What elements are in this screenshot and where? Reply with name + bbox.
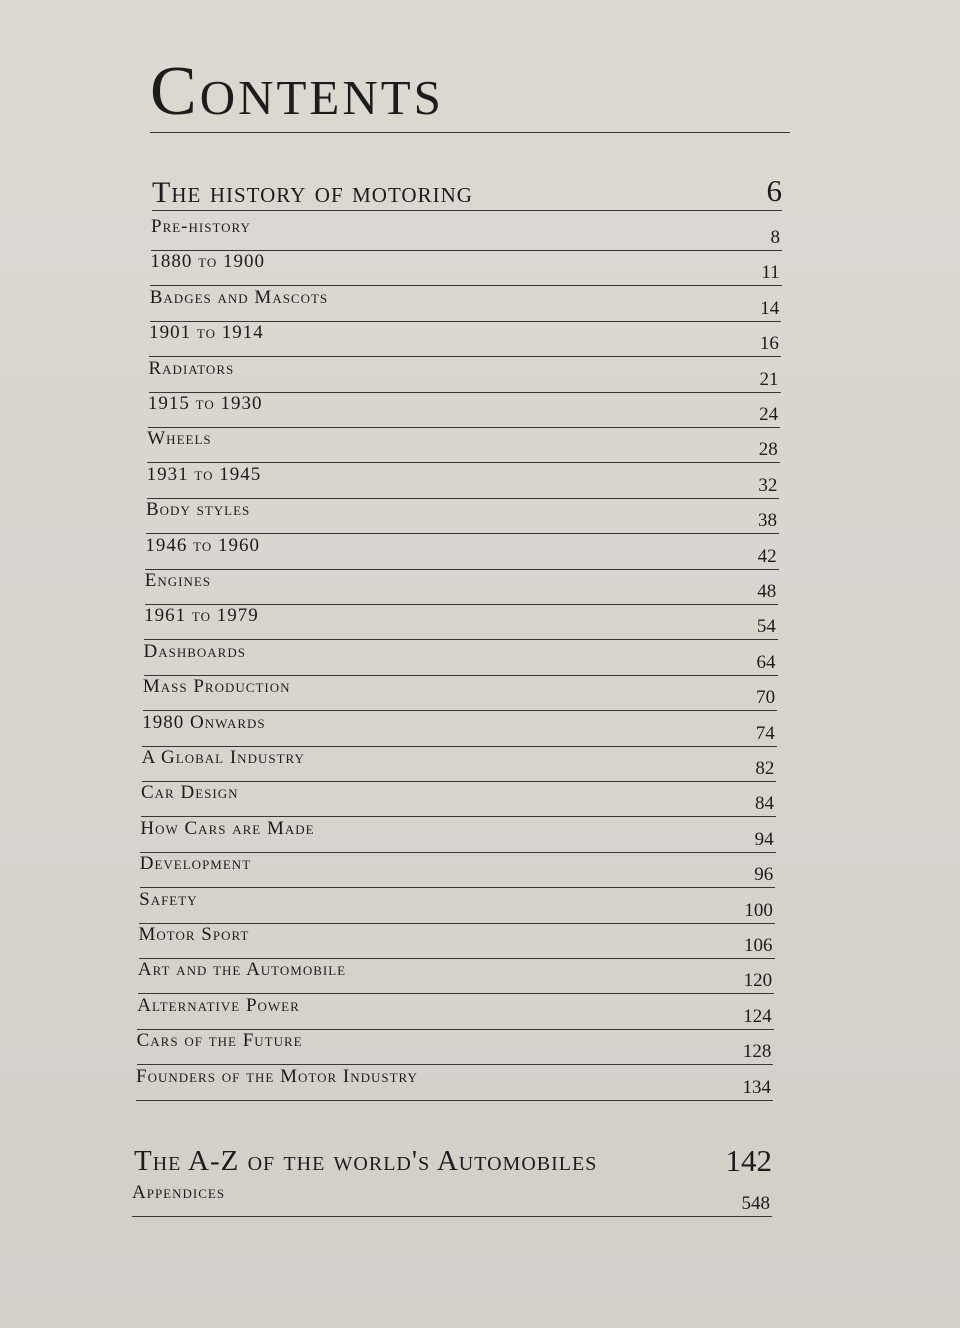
section-heading-history[interactable]: [152, 166, 782, 211]
toc-entry[interactable]: [136, 1066, 773, 1101]
toc-entry[interactable]: [145, 535, 778, 570]
toc-entry[interactable]: [142, 747, 777, 782]
toc-entry-label: Motor Sport: [138, 924, 250, 945]
section-heading-label: The A-Z of the world's Automobiles: [134, 1145, 598, 1177]
toc-entry[interactable]: [142, 712, 777, 747]
toc-entry[interactable]: [137, 1030, 774, 1065]
toc-entry-label: Dashboards: [143, 640, 246, 662]
toc-entry-label: Car Design: [141, 782, 239, 804]
toc-entry[interactable]: [144, 605, 778, 640]
toc-entry-label: Development: [139, 853, 252, 875]
toc-entry-page: 124: [743, 1005, 772, 1027]
toc-entry-label: Appendices: [132, 1182, 226, 1203]
page-title: Contents: [150, 53, 444, 130]
toc-entry-page: 32: [758, 474, 778, 496]
toc-entry-label: Mass Production: [142, 676, 291, 698]
toc-entry-label: 1946 to 1960: [145, 534, 260, 556]
toc-entry[interactable]: [139, 924, 775, 959]
toc-entry[interactable]: [150, 287, 782, 322]
toc-entry-page: 84: [755, 793, 774, 815]
toc-entry-page: 128: [742, 1041, 772, 1063]
toc-entry-page: 42: [757, 545, 777, 567]
toc-entry-page: 54: [756, 616, 776, 638]
toc-entry-page: 38: [758, 510, 777, 532]
toc-entry-label: How Cars are Made: [140, 817, 315, 839]
title-divider: [150, 132, 790, 133]
toc-entry-label: 1961 to 1979: [144, 605, 259, 627]
toc-entry-label: 1980 Onwards: [142, 711, 266, 733]
toc-entry[interactable]: [151, 216, 782, 251]
toc-entry[interactable]: [137, 995, 774, 1030]
toc-entry-page: 94: [754, 828, 774, 850]
toc-entry[interactable]: [138, 959, 774, 994]
toc-entry-label: Art and the Automobile: [137, 959, 347, 981]
toc-entry-page: 120: [743, 970, 773, 992]
section-heading-page: 6: [766, 173, 782, 208]
toc-entry[interactable]: [139, 889, 775, 924]
toc-entry-page: 548: [741, 1193, 770, 1214]
toc-entry-label: Alternative Power: [137, 994, 300, 1016]
toc-entry-page: 70: [756, 687, 776, 709]
toc-entry-label: Wheels: [147, 428, 212, 450]
toc-entry[interactable]: [146, 499, 779, 534]
toc-entry[interactable]: [140, 818, 775, 853]
toc-entry-label: Body styles: [146, 499, 251, 521]
section-heading-page: 142: [725, 1143, 772, 1178]
section-heading-a-z[interactable]: [134, 1136, 772, 1178]
toc-entry-page: 21: [759, 368, 779, 390]
toc-entry-page: 74: [755, 722, 775, 744]
toc-entry-label: Founders of the Motor Industry: [136, 1065, 418, 1087]
toc-entry-label: 1915 to 1930: [147, 393, 263, 414]
toc-entry[interactable]: [147, 464, 780, 499]
toc-entry[interactable]: [148, 393, 780, 428]
toc-entry[interactable]: [140, 853, 776, 888]
toc-entry[interactable]: [145, 570, 779, 605]
toc-entry-page: 100: [744, 899, 773, 921]
toc-entry-page: 28: [758, 439, 778, 461]
toc-entry[interactable]: [150, 251, 781, 286]
toc-entry[interactable]: [143, 676, 777, 711]
toc-entry-label: Radiators: [148, 357, 235, 379]
toc-entry-label: Safety: [139, 888, 198, 910]
toc-entry[interactable]: [147, 428, 780, 463]
toc-entry-page: 134: [742, 1076, 771, 1098]
toc-entry-page: 14: [760, 297, 780, 319]
toc-entry-page: 82: [755, 758, 775, 779]
toc-entry-page: 96: [754, 864, 774, 886]
toc-entry-page: 16: [759, 333, 779, 355]
toc-entry-label: Engines: [144, 570, 212, 591]
toc-entry-page: 11: [761, 262, 780, 284]
toc-entry-label: 1880 to 1900: [150, 251, 265, 273]
toc-entry-label: 1901 to 1914: [149, 322, 264, 344]
toc-entry[interactable]: [144, 641, 778, 676]
section-heading-label: The history of motoring: [152, 176, 473, 209]
toc-entry[interactable]: [141, 782, 776, 817]
toc-entry[interactable]: [149, 322, 781, 357]
toc-entry-page: 24: [759, 404, 779, 425]
toc-entry-label: A Global Industry: [141, 747, 305, 768]
toc-entry-label: 1931 to 1945: [146, 463, 262, 485]
toc-entry-appendices[interactable]: [132, 1182, 772, 1217]
toc-entry-label: Cars of the Future: [136, 1030, 303, 1052]
toc-entry-page: 106: [744, 935, 773, 956]
toc-entry[interactable]: [149, 358, 781, 393]
toc-entry-label: Badges and Mascots: [149, 286, 329, 308]
toc-entry-label: Pre-history: [151, 216, 251, 237]
toc-entry-page: 8: [770, 227, 780, 248]
toc-entry-page: 48: [757, 581, 777, 602]
toc-entry-page: 64: [756, 651, 776, 673]
